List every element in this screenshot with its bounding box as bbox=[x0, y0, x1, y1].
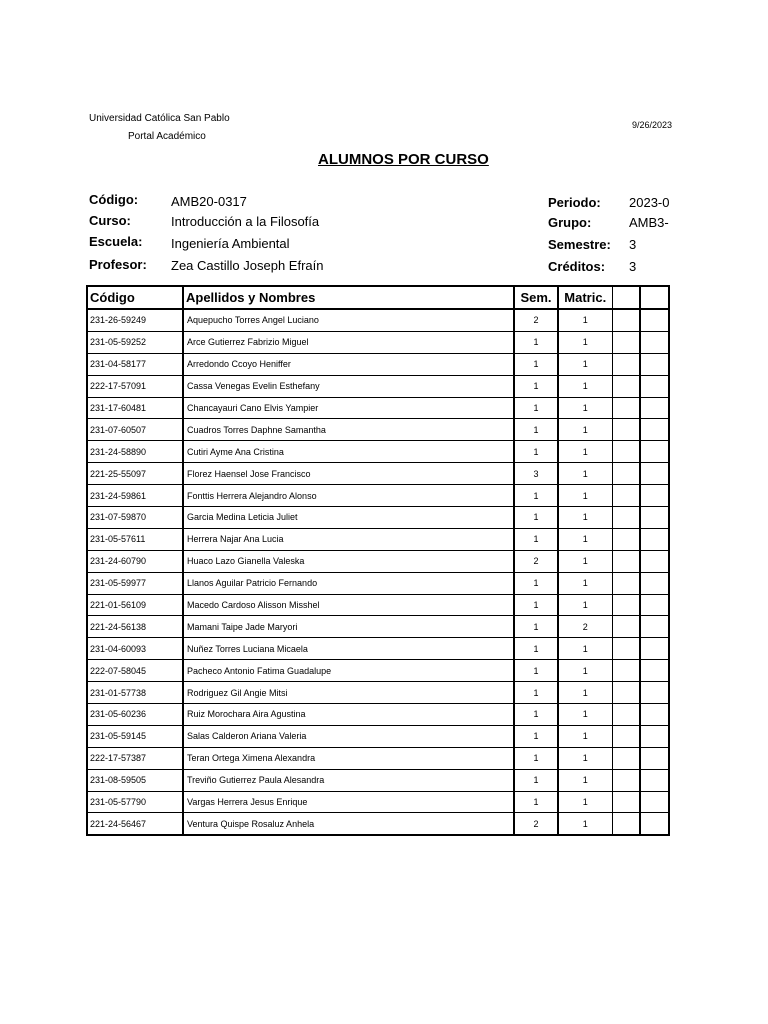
page-title: ALUMNOS POR CURSO bbox=[318, 151, 489, 168]
cell-nombre: Rodriguez Gil Angie Mitsi bbox=[183, 682, 514, 704]
cell-empty-2 bbox=[640, 331, 669, 353]
escuela-value: Ingeniería Ambiental bbox=[171, 236, 290, 251]
cell-empty-1 bbox=[612, 638, 640, 660]
table-row bbox=[87, 725, 669, 747]
cell-codigo: 221-24-56138 bbox=[87, 616, 183, 638]
cell-sem: 1 bbox=[514, 725, 558, 747]
cell-nombre: Cassa Venegas Evelin Esthefany bbox=[183, 375, 514, 397]
cell-matric: 1 bbox=[558, 704, 612, 726]
cell-nombre: Ventura Quispe Rosaluz Anhela bbox=[183, 813, 514, 835]
cell-codigo: 231-26-59249 bbox=[87, 309, 183, 331]
table-row bbox=[87, 309, 669, 331]
cell-sem: 3 bbox=[514, 463, 558, 485]
cell-matric: 1 bbox=[558, 725, 612, 747]
cell-matric: 1 bbox=[558, 375, 612, 397]
cell-empty-1 bbox=[612, 353, 640, 375]
table-row bbox=[87, 331, 669, 353]
table-row bbox=[87, 463, 669, 485]
cell-sem: 1 bbox=[514, 353, 558, 375]
cell-codigo: 221-01-56109 bbox=[87, 594, 183, 616]
cell-nombre: Nuñez Torres Luciana Micaela bbox=[183, 638, 514, 660]
col-header-nombres: Apellidos y Nombres bbox=[183, 286, 514, 309]
cell-matric: 1 bbox=[558, 572, 612, 594]
cell-empty-1 bbox=[612, 309, 640, 331]
cell-sem: 1 bbox=[514, 507, 558, 529]
cell-codigo: 231-05-59977 bbox=[87, 572, 183, 594]
curso-value: Introducción a la Filosofía bbox=[171, 214, 320, 229]
cell-nombre: Herrera Najar Ana Lucia bbox=[183, 528, 514, 550]
cell-matric: 1 bbox=[558, 441, 612, 463]
cell-empty-1 bbox=[612, 463, 640, 485]
periodo-value: 2023-0 bbox=[629, 195, 670, 210]
table-row bbox=[87, 747, 669, 769]
cell-empty-1 bbox=[612, 441, 640, 463]
cell-sem: 1 bbox=[514, 485, 558, 507]
cell-nombre: Llanos Aguilar Patricio Fernando bbox=[183, 572, 514, 594]
cell-empty-1 bbox=[612, 813, 640, 835]
col-header-codigo: Código bbox=[87, 286, 183, 309]
cell-matric: 1 bbox=[558, 791, 612, 813]
cell-empty-1 bbox=[612, 769, 640, 791]
cell-empty-1 bbox=[612, 747, 640, 769]
cell-empty-2 bbox=[640, 441, 669, 463]
cell-empty-1 bbox=[612, 419, 640, 441]
cell-sem: 1 bbox=[514, 638, 558, 660]
cell-sem: 1 bbox=[514, 769, 558, 791]
cell-empty-2 bbox=[640, 375, 669, 397]
cell-nombre: Fonttis Herrera Alejandro Alonso bbox=[183, 485, 514, 507]
cell-empty-2 bbox=[640, 791, 669, 813]
cell-sem: 1 bbox=[514, 660, 558, 682]
cell-empty-1 bbox=[612, 397, 640, 419]
cell-empty-2 bbox=[640, 747, 669, 769]
cell-empty-2 bbox=[640, 507, 669, 529]
cell-empty-1 bbox=[612, 704, 640, 726]
cell-sem: 1 bbox=[514, 528, 558, 550]
table-row bbox=[87, 616, 669, 638]
portal-name: Portal Académico bbox=[128, 131, 206, 142]
cell-codigo: 231-04-60093 bbox=[87, 638, 183, 660]
codigo-value: AMB20-0317 bbox=[171, 194, 247, 209]
roster-body bbox=[87, 309, 669, 835]
cell-codigo: 231-01-57738 bbox=[87, 682, 183, 704]
cell-empty-2 bbox=[640, 353, 669, 375]
cell-sem: 1 bbox=[514, 616, 558, 638]
profesor-value: Zea Castillo Joseph Efraín bbox=[171, 258, 324, 273]
cell-matric: 1 bbox=[558, 463, 612, 485]
cell-codigo: 231-04-58177 bbox=[87, 353, 183, 375]
cell-nombre: Cutiri Ayme Ana Cristina bbox=[183, 441, 514, 463]
table-row bbox=[87, 397, 669, 419]
cell-nombre: Cuadros Torres Daphne Samantha bbox=[183, 419, 514, 441]
col-header-matric: Matric. bbox=[558, 286, 612, 309]
periodo-label: Periodo: bbox=[548, 195, 601, 210]
cell-matric: 1 bbox=[558, 485, 612, 507]
cell-empty-2 bbox=[640, 769, 669, 791]
creditos-value: 3 bbox=[629, 259, 637, 274]
cell-codigo: 222-17-57091 bbox=[87, 375, 183, 397]
cell-empty-2 bbox=[640, 594, 669, 616]
cell-nombre: Arredondo Ccoyo Heniffer bbox=[183, 353, 514, 375]
cell-sem: 1 bbox=[514, 682, 558, 704]
cell-empty-1 bbox=[612, 507, 640, 529]
cell-empty-1 bbox=[612, 528, 640, 550]
cell-empty-2 bbox=[640, 528, 669, 550]
cell-codigo: 231-07-60507 bbox=[87, 419, 183, 441]
cell-matric: 1 bbox=[558, 682, 612, 704]
codigo-label: Código: bbox=[89, 192, 139, 207]
semestre-value: 3 bbox=[629, 237, 637, 252]
table-row bbox=[87, 769, 669, 791]
table-row bbox=[87, 528, 669, 550]
cell-empty-2 bbox=[640, 704, 669, 726]
cell-matric: 1 bbox=[558, 331, 612, 353]
table-row bbox=[87, 791, 669, 813]
cell-codigo: 231-05-59252 bbox=[87, 331, 183, 353]
roster-table bbox=[86, 285, 670, 836]
curso-label: Curso: bbox=[89, 213, 131, 228]
cell-nombre: Aquepucho Torres Angel Luciano bbox=[183, 309, 514, 331]
cell-empty-2 bbox=[640, 725, 669, 747]
cell-nombre: Mamani Taipe Jade Maryori bbox=[183, 616, 514, 638]
cell-empty-2 bbox=[640, 309, 669, 331]
table-header-row bbox=[87, 286, 669, 309]
cell-empty-2 bbox=[640, 419, 669, 441]
table-row bbox=[87, 660, 669, 682]
table-row bbox=[87, 638, 669, 660]
table-row bbox=[87, 441, 669, 463]
cell-nombre: Vargas Herrera Jesus Enrique bbox=[183, 791, 514, 813]
cell-empty-2 bbox=[640, 397, 669, 419]
cell-nombre: Arce Gutierrez Fabrizio Miguel bbox=[183, 331, 514, 353]
cell-sem: 1 bbox=[514, 594, 558, 616]
grupo-value: AMB3- bbox=[629, 215, 669, 230]
cell-empty-1 bbox=[612, 485, 640, 507]
cell-codigo: 231-24-59861 bbox=[87, 485, 183, 507]
cell-sem: 2 bbox=[514, 309, 558, 331]
profesor-label: Profesor: bbox=[89, 257, 147, 272]
cell-empty-1 bbox=[612, 682, 640, 704]
table-row bbox=[87, 682, 669, 704]
cell-nombre: Macedo Cardoso Alisson Misshel bbox=[183, 594, 514, 616]
cell-sem: 2 bbox=[514, 550, 558, 572]
cell-codigo: 222-17-57387 bbox=[87, 747, 183, 769]
table-row bbox=[87, 550, 669, 572]
col-header-sem: Sem. bbox=[514, 286, 558, 309]
cell-empty-2 bbox=[640, 616, 669, 638]
cell-codigo: 231-05-57790 bbox=[87, 791, 183, 813]
cell-matric: 1 bbox=[558, 309, 612, 331]
cell-matric: 1 bbox=[558, 528, 612, 550]
table-row bbox=[87, 704, 669, 726]
cell-sem: 2 bbox=[514, 813, 558, 835]
cell-codigo: 231-07-59870 bbox=[87, 507, 183, 529]
table-row bbox=[87, 375, 669, 397]
cell-sem: 1 bbox=[514, 375, 558, 397]
cell-empty-2 bbox=[640, 638, 669, 660]
cell-codigo: 222-07-58045 bbox=[87, 660, 183, 682]
cell-matric: 1 bbox=[558, 353, 612, 375]
cell-empty-1 bbox=[612, 660, 640, 682]
cell-codigo: 221-24-56467 bbox=[87, 813, 183, 835]
cell-nombre: Treviño Gutierrez Paula Alesandra bbox=[183, 769, 514, 791]
cell-empty-2 bbox=[640, 660, 669, 682]
cell-matric: 1 bbox=[558, 638, 612, 660]
cell-sem: 1 bbox=[514, 419, 558, 441]
cell-codigo: 231-05-60236 bbox=[87, 704, 183, 726]
cell-nombre: Pacheco Antonio Fatima Guadalupe bbox=[183, 660, 514, 682]
table-row bbox=[87, 353, 669, 375]
cell-sem: 1 bbox=[514, 747, 558, 769]
cell-empty-1 bbox=[612, 375, 640, 397]
cell-sem: 1 bbox=[514, 397, 558, 419]
cell-matric: 1 bbox=[558, 550, 612, 572]
cell-codigo: 231-05-59145 bbox=[87, 725, 183, 747]
cell-sem: 1 bbox=[514, 331, 558, 353]
cell-nombre: Salas Calderon Ariana Valeria bbox=[183, 725, 514, 747]
semestre-label: Semestre: bbox=[548, 237, 611, 252]
table-row bbox=[87, 594, 669, 616]
cell-empty-2 bbox=[640, 550, 669, 572]
cell-empty-1 bbox=[612, 594, 640, 616]
cell-empty-1 bbox=[612, 616, 640, 638]
table-row bbox=[87, 419, 669, 441]
escuela-label: Escuela: bbox=[89, 234, 143, 249]
university-name: Universidad Católica San Pablo bbox=[89, 113, 230, 124]
cell-empty-1 bbox=[612, 572, 640, 594]
cell-codigo: 231-08-59505 bbox=[87, 769, 183, 791]
cell-empty-2 bbox=[640, 572, 669, 594]
cell-empty-1 bbox=[612, 331, 640, 353]
cell-codigo: 231-05-57611 bbox=[87, 528, 183, 550]
cell-empty-2 bbox=[640, 682, 669, 704]
cell-empty-2 bbox=[640, 485, 669, 507]
table-row bbox=[87, 507, 669, 529]
cell-empty-2 bbox=[640, 813, 669, 835]
cell-matric: 1 bbox=[558, 769, 612, 791]
cell-matric: 1 bbox=[558, 419, 612, 441]
cell-empty-1 bbox=[612, 550, 640, 572]
cell-sem: 1 bbox=[514, 441, 558, 463]
cell-matric: 1 bbox=[558, 660, 612, 682]
cell-sem: 1 bbox=[514, 704, 558, 726]
cell-matric: 1 bbox=[558, 747, 612, 769]
cell-codigo: 231-17-60481 bbox=[87, 397, 183, 419]
cell-matric: 1 bbox=[558, 507, 612, 529]
cell-codigo: 221-25-55097 bbox=[87, 463, 183, 485]
table-row bbox=[87, 813, 669, 835]
table-row bbox=[87, 572, 669, 594]
cell-matric: 2 bbox=[558, 616, 612, 638]
cell-empty-1 bbox=[612, 791, 640, 813]
cell-nombre: Teran Ortega Ximena Alexandra bbox=[183, 747, 514, 769]
cell-nombre: Garcia Medina Leticia Juliet bbox=[183, 507, 514, 529]
cell-nombre: Chancayauri Cano Elvis Yampier bbox=[183, 397, 514, 419]
cell-codigo: 231-24-60790 bbox=[87, 550, 183, 572]
cell-matric: 1 bbox=[558, 813, 612, 835]
report-date: 9/26/2023 bbox=[632, 120, 673, 130]
cell-sem: 1 bbox=[514, 572, 558, 594]
cell-matric: 1 bbox=[558, 594, 612, 616]
cell-nombre: Ruiz Morochara Aira Agustina bbox=[183, 704, 514, 726]
col-header-empty-2 bbox=[640, 286, 669, 309]
cell-empty-2 bbox=[640, 463, 669, 485]
cell-sem: 1 bbox=[514, 791, 558, 813]
table-row bbox=[87, 485, 669, 507]
cell-codigo: 231-24-58890 bbox=[87, 441, 183, 463]
cell-nombre: Huaco Lazo Gianella Valeska bbox=[183, 550, 514, 572]
grupo-label: Grupo: bbox=[548, 215, 592, 230]
cell-matric: 1 bbox=[558, 397, 612, 419]
cell-nombre: Florez Haensel Jose Francisco bbox=[183, 463, 514, 485]
col-header-empty-1 bbox=[612, 286, 640, 309]
cell-empty-1 bbox=[612, 725, 640, 747]
creditos-label: Créditos: bbox=[548, 259, 606, 274]
